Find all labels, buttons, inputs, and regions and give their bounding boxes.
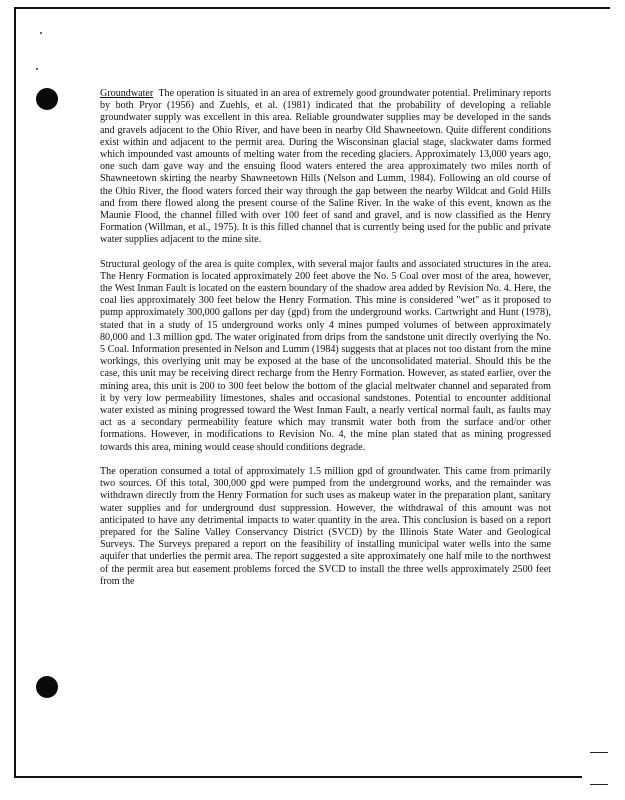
scan-border-top (14, 7, 610, 9)
scan-border-left (14, 7, 16, 777)
paragraph-structural-geology: Structural geology of the area is quite complex, with several major faults and associated structures in the area. The Henry Formation is located approximately 200 feet above the No. 5 Coal over most of the area, however, the West Inman Fault is located on the eastern boundary of the shadow area added by Revision No. 4. Here, the coal lies approximately 300 feet below the Henry Formation. This mine is considered "wet" as it proposed to pump approximately 300,000 gallons per day (gpd) from the underground works. Cartwright and Hunt (1978), stated that in a study of 15 underground works only 4 mines pumped volumes of between approximately 80,000 and 1.3 million gpd. The water originated from drips from the sandstone unit directly overlying the No. 5 Coal. Information presented in Nelson and Lumm (1984) suggests that at places not too distant from the mine workings, this overlying unit may be exposed at the base of the unconsolidated material. Should this be the case, this unit may be receiving direct recharge from the Henry Formation. However, as stated earlier, over the mining area, this unit is 200 to 300 feet below the bottom of the glacial meltwater channel and separated from it by very low permeability limestones, shales and occasional sandstones. Potential to encounter additional water existed as mining progressed toward the West Inman Fault, a nearly vertical normal fault, as faults may act as a secondary permeability feature which may transmit water both from the surface and/or other formations. However, in modifications to Revision No. 4, the mine plan stated that as mining progressed towards this area, mining would cease should conditions degrade. (100, 258, 551, 453)
scan-speck (36, 68, 38, 70)
binder-hole-top (36, 88, 58, 110)
document-body (100, 88, 551, 600)
paragraph-groundwater (100, 88, 551, 247)
scan-speck (40, 32, 42, 34)
scan-mark (590, 784, 608, 785)
binder-hole-bottom (36, 676, 58, 698)
scan-mark (590, 752, 608, 753)
paragraph-consumption: The operation consumed a total of approximately 1.5 million gpd of groundwater. This came from primarily two sources. Of this total, 300,000 gpd were pumped from the underground works, and the remainder was withdrawn directly from the Henry Formation for such uses as makeup water in the preparation plant, sanitary water supplies and for underground dust suppression. However, the withdrawal of this amount was not anticipated to have any detrimental impacts to water quantity in the area. This conclusion is based on a report prepared for the Saline Valley Conservancy District (SVCD) by the Illinois State Water and Geological Surveys. The Surveys prepared a report on the feasibility of installing municipal water wells into the same aquifer that underlies the permit area. The report suggested a site approximately one half mile to the northwest of the permit area but easement problems forced the SVCD to install the three wells approximately 2500 feet from the (100, 465, 551, 587)
paragraph-text: The operation is situated in an area of extremely good groundwater potential. Preliminary reports by both Pryor (1956) and Zuehls, et al. (1981) indicated that the probability of developing a reliable groundwater supply was excellent in this area. Reliable groundwater supplies may be developed in the sands and gravels adjacent to the Ohio River, and have been in nearby Old Shawneetown. Quite different conditions exist within and adjacent to the permit area. During the Wisconsinan glacial stage, slackwater dams formed which impounded vast amounts of melting water from the receding glaciers. Approximately 13,000 years ago, one such dam gave way and the ensuing flood waters entered the area approximately two miles north of Shawneetown skirting the nearby Shawneetown Hills (Nelson and Lumm, 1984). Following an old course of the Ohio River, the flood waters forced their way through the gap between the nearby Wildcat and Gold Hills and from there flowed along the present course of the Saline River. In the wake of this event, known as the Maunie Flood, the channel filled with over 100 feet of sand and gravel, and is now classified as the Henry Formation (Willman, et al., 1975). It is this filled channel that is currently being used for the public and private water supplies adjacent to the mine site. (100, 88, 551, 246)
scan-border-bottom (14, 776, 582, 778)
section-heading: Groundwater (100, 88, 154, 99)
